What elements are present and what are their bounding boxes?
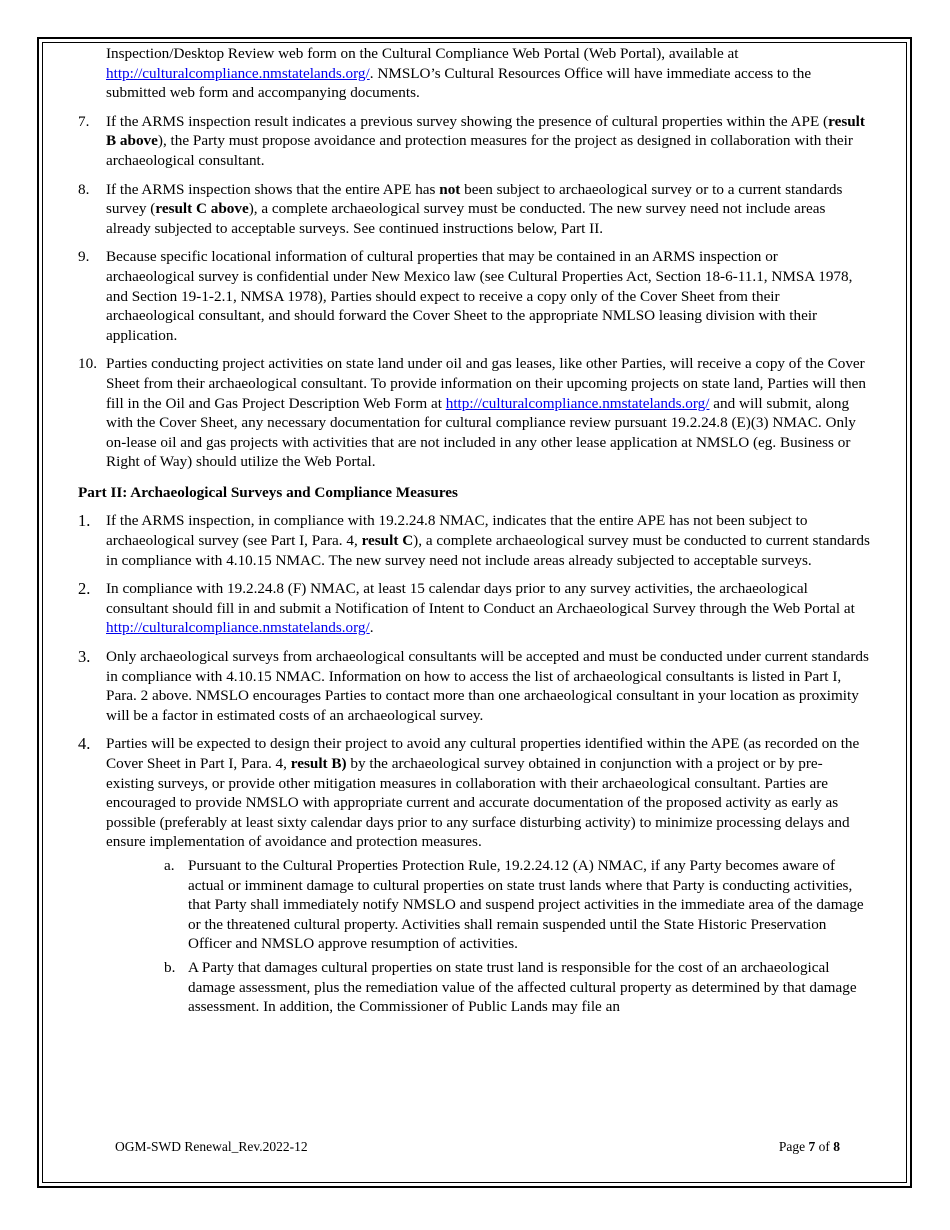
part1-item-8: 8. If the ARMS inspection shows that the entire APE has not been subject to archaeological survey or to a current standards survey (result C above), a complete archaeological survey must be conducted. The new survey need not include areas already subjected to acceptable surveys. See continued instructions below, Part II. <box>78 180 843 237</box>
item-number: 1. <box>78 511 91 531</box>
item-number: 7. <box>78 112 90 130</box>
subitem-letter: b. <box>164 958 176 976</box>
item-number: 8. <box>78 180 90 198</box>
item-number: 4. <box>78 734 91 754</box>
web-portal-link[interactable]: http://culturalcompliance.nmstatelands.org/ <box>106 619 370 637</box>
part1-item-9: 9. Because specific locational information of cultural properties that may be contained in an ARMS inspection or archaeological survey is confidential under New Mexico law (see Cultural Properties Act, Section 18-6-11.1, NMSA 1978, and Section 19-1-2.1, NMSA 1978), Parties should expect to receive a copy only of the Cover Sheet from their archaeological consultant, and should forward the Cover Sheet to the appropriate NMLSO leasing division with their application. <box>78 248 853 344</box>
document-id: OGM-SWD Renewal_Rev.2022-12 <box>115 1139 308 1154</box>
page-number: Page 7 of 8 <box>778 1139 840 1154</box>
part2-item-4: 4. Parties will be expected to design their project to avoid any cultural properties identified within the APE (as recorded on the Cover Sheet in Part I, Para. 4, result B) by the archaeological survey obtained in conjunction with a project or by pre-existing surveys, or provide other mitigation measures in collaboration with their archaeological consultant. Parties are encouraged to provide NMSLO with appropriate current and accurate documentation of the proposed activity as early as possible (preferably at least sixty calendar days prior to any surface disturbing activity) to minimize processing delays and ensure implementation of avoidance and protection measures. <box>78 734 860 851</box>
part2-item-4b: b. A Party that damages cultural properties on state trust land is responsible for the cost of an archaeological damage assessment, plus the remediation value of the affected cultural property as determined by that damage assessment. In addition, the Commissioner of Public Lands may file an <box>164 958 857 1016</box>
web-portal-link[interactable]: http://culturalcompliance.nmstatelands.org/ <box>445 394 710 412</box>
web-portal-link[interactable]: http://culturalcompliance.nmstatelands.org/ <box>106 64 370 82</box>
part1-item-10: 10. Parties conducting project activities on state land under oil and gas leases, like other Parties, will receive a copy of the Cover Sheet from their archaeological consultant. To provide information on their upcoming projects on state land, Parties will then fill in the Oil and Gas Project Description Web Form at http://culturalcompliance.nmstatelands.org/ and will submit, along with the Cover Sheet, any necessary documentation for cultural compliance review pursuant 19.2.24.8 (E)(3) NMAC. Only on-lease oil and gas projects with activities that are not included in any other lease application at NMSLO (eg. Business or Right of Way) should utilize the Web Portal. <box>78 355 866 471</box>
part2-item-3: 3. Only archaeological surveys from archaeological consultants will be accepted and must be conducted under current standards in compliance with 4.10.15 NMAC. Information on how to access the list of archaeological consultants is listed in Part I, Para. 2 above. NMSLO encourages Parties to contact more than one archaeological consultant in your location as proximity will be a factor in estimated costs of an archaeological survey. <box>78 647 869 724</box>
part2-item-2: 2. In compliance with 19.2.24.8 (F) NMAC, at least 15 calendar days prior to any survey activities, the archaeological consultant should fill in and submit a Notification of Intent to Conduct an Archaeological Survey through the Web Portal at http://culturalcompliance.nmstatelands.org/. <box>78 579 855 637</box>
item-number: 2. <box>78 579 91 599</box>
document-body <box>78 44 870 1017</box>
intro-paragraph: Inspection/Desktop Review web form on the Cultural Compliance Web Portal (Web Portal), available at http://culturalcompliance.nmstatelands.org/. NMSLO’s Cultural Resources Office will have immediate access to the submitted web form and accompanying documents. <box>106 45 812 102</box>
part2-item-4a: a. Pursuant to the Cultural Properties Protection Rule, 19.2.24.12 (A) NMAC, if any Party becomes aware of actual or imminent damage to cultural properties on state trust lands where that Party is conducting activities, that Party shall immediately notify NMSLO and suspend project activities in the immediate area of the damage or the threatened cultural property. Activities shall remain suspended until the State Historic Preservation Officer and NMSLO approve resumption of activities. <box>164 856 864 953</box>
item-number: 9. <box>78 248 90 266</box>
subitem-letter: a. <box>164 856 175 874</box>
item-number: 10. <box>78 355 97 373</box>
item-number: 3. <box>78 647 91 667</box>
section-heading-part2: Part II: Archaeological Surveys and Compliance Measures <box>78 483 458 501</box>
part1-item-7: 7. If the ARMS inspection result indicates a previous survey showing the presence of cultural properties within the APE (result B above), the Party must propose avoidance and protection measures for the project as designed in collaboration with their archaeological consultant. <box>78 112 865 169</box>
part2-item-1: 1. If the ARMS inspection, in compliance with 19.2.24.8 NMAC, indicates that the entire APE has not been subject to archaeological survey (see Part I, Para. 4, result C), a complete archaeological survey must be conducted to current standards in compliance with 4.10.15 NMAC. The new survey need not include areas already subjected to acceptable surveys. <box>78 511 870 569</box>
